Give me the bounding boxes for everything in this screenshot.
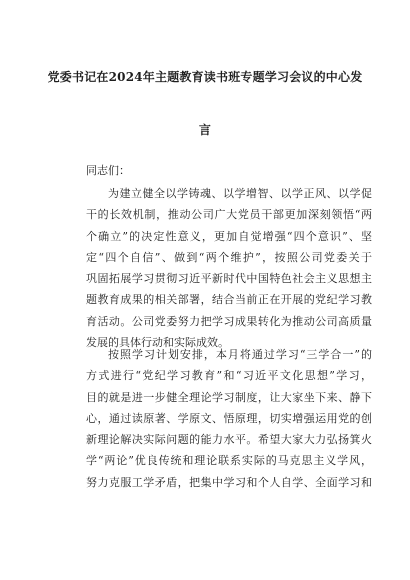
paragraph-line: 题教育成果的相关部署，结合当前正在开展的党纪学习教 bbox=[86, 293, 372, 307]
paragraph-line: 为建立健全以学铸魂、以学增智、以学正风、以学促 bbox=[108, 187, 372, 200]
paragraph-line: 巩固拓展学习贯彻习近平新时代中国特色社会主义思想主 bbox=[86, 272, 372, 286]
paragraph-line: 心，通过读原著、学原文、悟原理，切实增强运用党的创 bbox=[86, 411, 372, 425]
paragraph-line: 定“四个自信”、做到“两个维护”，按照公司党委关于 bbox=[86, 250, 372, 264]
paragraph-line: 发展的具体行动和实际成效。 bbox=[86, 336, 229, 350]
paragraph-line: 努力克服工学矛盾，把集中学习和个人自学、全面学习和 bbox=[86, 475, 372, 489]
document-title-continued: 言 bbox=[198, 123, 212, 137]
paragraph-line: 学“两论”优良传统和理论联系实际的马克思主义学风， bbox=[86, 454, 372, 468]
paragraph-line: 目的就是进一步健全理论学习制度，让大家坐下来、静下 bbox=[86, 390, 372, 404]
paragraph-line: 方式进行“党纪学习教育”和“习近平文化思想”学习， bbox=[86, 369, 372, 383]
document-title: 党委书记在2024年主题教育读书班专题学习会议的中心发 bbox=[47, 70, 363, 84]
paragraph-2 bbox=[86, 344, 372, 493]
greeting bbox=[86, 160, 372, 181]
paragraph-line: 新理论解决实际问题的能力水平。希望大家大力弘扬箕火 bbox=[86, 433, 372, 447]
greeting-line: 同志们： bbox=[86, 164, 130, 177]
paragraph-line: 干的长效机制，推动公司广大党员干部更加深刻领悟“两 bbox=[86, 208, 372, 222]
paragraph-line: 个确立”的决定性意义，更加自觉增强“四个意识”、坚 bbox=[86, 229, 372, 243]
paragraph-line: 育活动。公司党委努力把学习成果转化为推动公司高质量 bbox=[86, 314, 372, 328]
paragraph-line: 按照学习计划安排，本月将通过学习“三学合一”的 bbox=[108, 348, 372, 361]
paragraph-1 bbox=[86, 183, 372, 353]
